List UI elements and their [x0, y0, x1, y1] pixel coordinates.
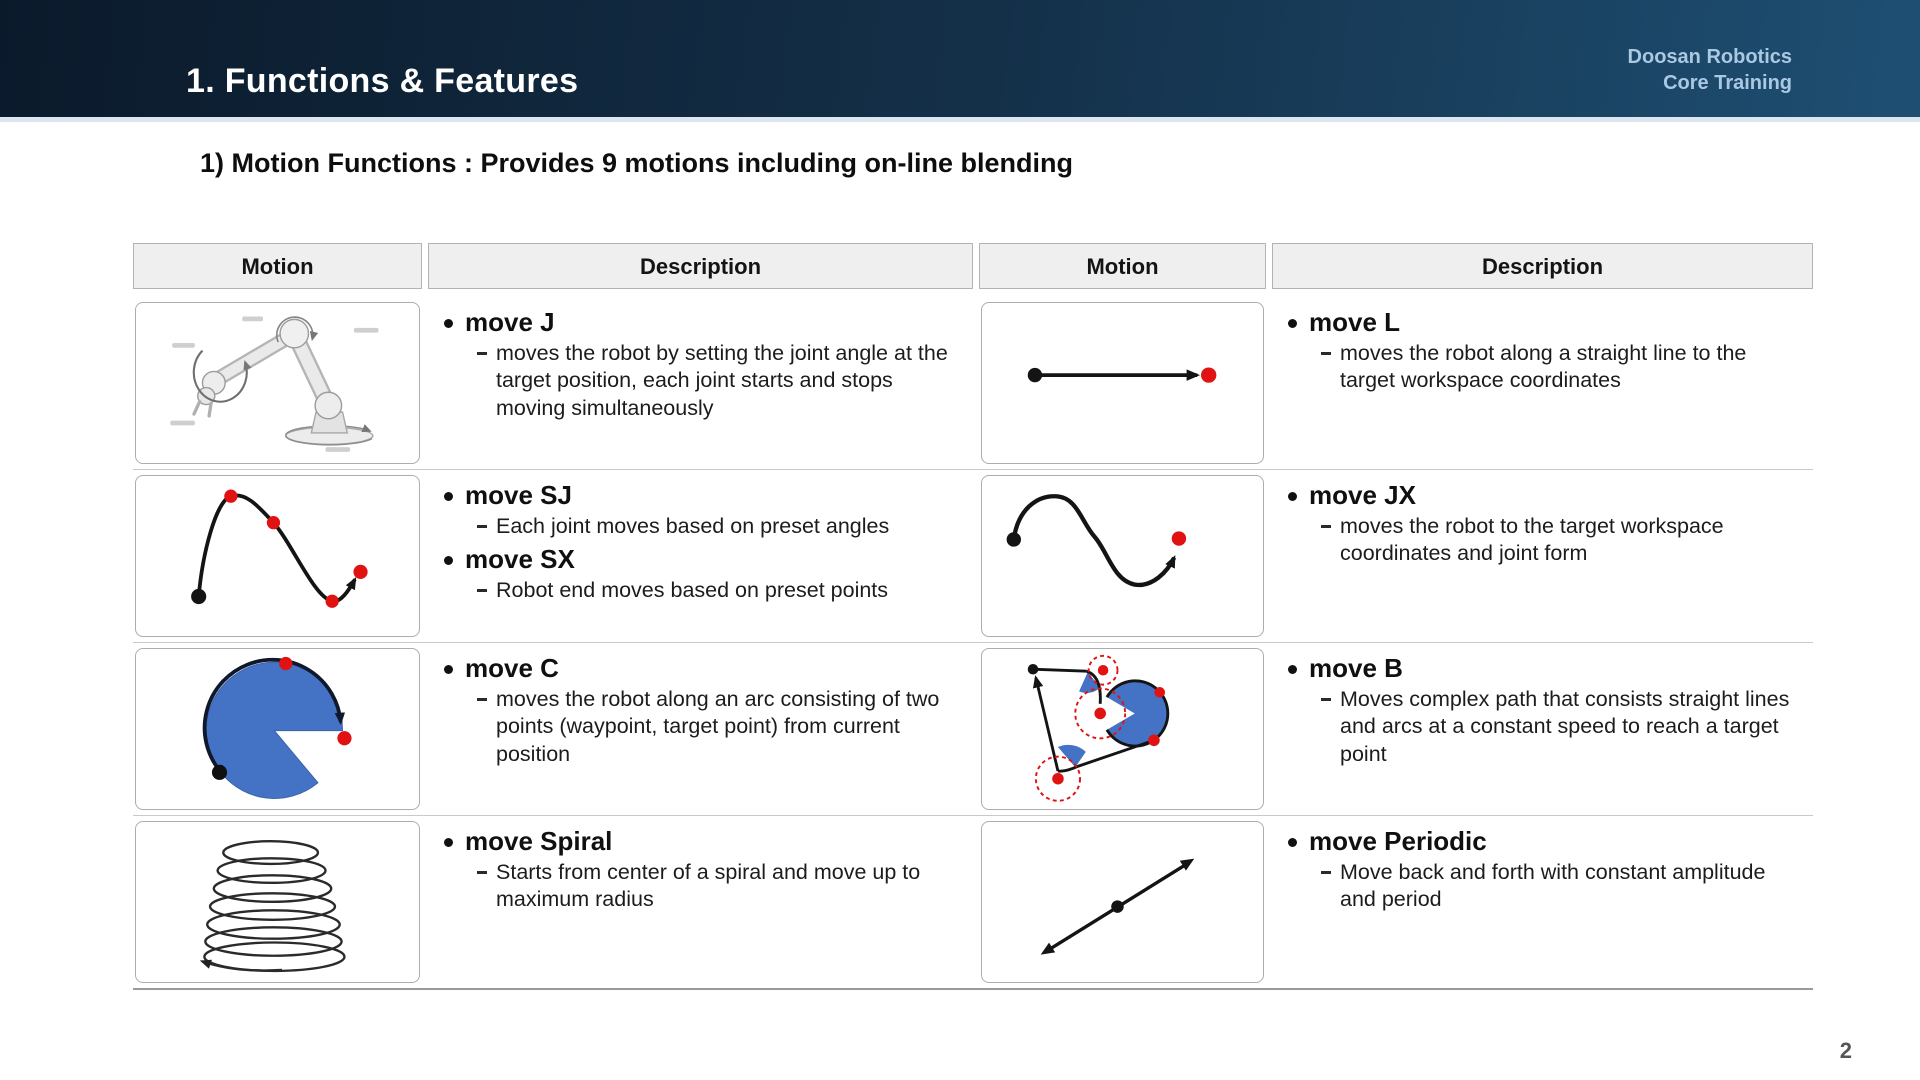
column-header-motion-2: Motion — [979, 243, 1266, 289]
motion-cell — [133, 643, 422, 815]
table-row — [133, 643, 1813, 816]
motion-diagram-box — [135, 648, 420, 810]
motion-diagram-box — [135, 821, 420, 983]
motion-cell — [979, 297, 1266, 469]
table-header-row — [133, 243, 1813, 289]
motion-cell — [133, 816, 422, 988]
blue-arc-sector-icon — [140, 652, 415, 806]
motion-description: moves the robot by setting the joint angle at the target position, each joint starts and stops moving simultaneously — [474, 340, 964, 422]
table-row — [133, 470, 1813, 643]
motion-entry — [442, 544, 965, 604]
motion-entry — [1286, 307, 1805, 395]
description-cell — [1272, 643, 1813, 815]
motion-diagram-box — [135, 475, 420, 637]
motion-description: Robot end moves based on preset points — [474, 577, 964, 604]
section-subtitle: 1) Motion Functions : Provides 9 motions including on-line blending — [200, 148, 1073, 178]
motion-description: Each joint moves based on preset angles — [474, 513, 964, 540]
motion-entry — [1286, 480, 1805, 568]
motion-cell — [979, 643, 1266, 815]
motion-entry — [442, 307, 965, 422]
motion-description: moves the robot to the target workspace coordinates and joint form — [1318, 513, 1805, 568]
slide-header — [0, 0, 1920, 122]
column-header-description-2: Description — [1272, 243, 1813, 289]
motion-label: move B — [1286, 653, 1805, 684]
motion-description: moves the robot along an arc consisting of two points (waypoint, target point) from current position — [474, 686, 964, 768]
motion-description: moves the robot along a straight line to the target workspace coordinates — [1318, 340, 1805, 395]
motion-diagram-box — [135, 302, 420, 464]
motion-label: move SJ — [442, 480, 965, 511]
description-cell — [428, 816, 973, 988]
motion-label: move Spiral — [442, 826, 965, 857]
table-row — [133, 816, 1813, 990]
spiral-coil-icon — [140, 825, 415, 979]
page-title: 1. Functions & Features — [186, 62, 579, 100]
s-curve-to-target-icon — [986, 479, 1259, 633]
motion-entry — [1286, 653, 1805, 768]
column-header-description-1: Description — [428, 243, 973, 289]
robot-arm-joint-rotation-icon — [140, 306, 415, 460]
motion-table — [133, 243, 1813, 990]
motion-label: move C — [442, 653, 965, 684]
brand-line-1: Doosan Robotics — [1627, 46, 1792, 68]
motion-diagram-box — [981, 821, 1264, 983]
motion-entry — [442, 480, 965, 540]
column-header-motion-1: Motion — [133, 243, 422, 289]
motion-cell — [133, 297, 422, 469]
motion-label: move JX — [1286, 480, 1805, 511]
diagonal-double-arrow-icon — [986, 825, 1259, 979]
blended-path-with-arcs-icon — [986, 652, 1259, 806]
motion-cell — [979, 470, 1266, 642]
motion-entry — [442, 653, 965, 768]
description-cell — [428, 470, 973, 642]
motion-cell — [133, 470, 422, 642]
spline-curve-waypoints-icon — [140, 479, 415, 633]
description-cell — [1272, 470, 1813, 642]
motion-label: move J — [442, 307, 965, 338]
brand-text — [1628, 44, 1792, 97]
motion-label: move L — [1286, 307, 1805, 338]
motion-diagram-box — [981, 648, 1264, 810]
description-cell — [1272, 297, 1813, 469]
motion-entry — [1286, 826, 1805, 914]
motion-description: Move back and forth with constant amplitude and period — [1318, 859, 1805, 914]
motion-diagram-box — [981, 302, 1264, 464]
motion-description: Starts from center of a spiral and move up to maximum radius — [474, 859, 964, 914]
brand-line-2: Core Training — [1663, 72, 1792, 95]
motion-label: move SX — [442, 544, 965, 575]
motion-entry — [442, 826, 965, 914]
straight-line-arrow-icon — [986, 306, 1259, 460]
page-number: 2 — [1839, 1038, 1852, 1063]
motion-description: Moves complex path that consists straight lines and arcs at a constant speed to reach a target point — [1318, 686, 1805, 768]
motion-label: move Periodic — [1286, 826, 1805, 857]
motion-cell — [979, 816, 1266, 988]
description-cell — [1272, 816, 1813, 988]
motion-diagram-box — [981, 475, 1264, 637]
description-cell — [428, 297, 973, 469]
description-cell — [428, 643, 973, 815]
table-row — [133, 297, 1813, 470]
